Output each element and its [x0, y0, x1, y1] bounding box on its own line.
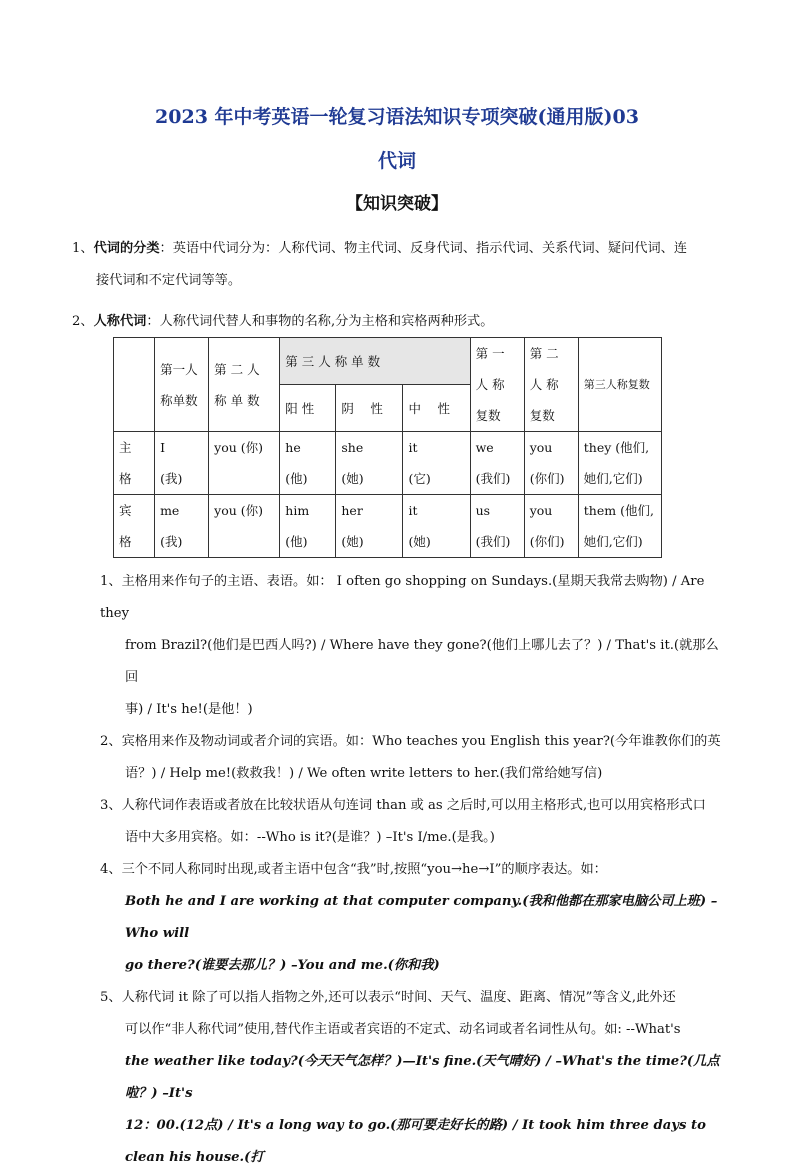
list-item: 3、人称代词作表语或者放在比较状语从句连词 than 或 as 之后时,可以用主格形式,也可以用宾格形式口 语中大多用宾格。如：--Who is it?(是谁？) –It's I/me.(是我。) [100, 798, 706, 845]
paragraph-classification [72, 233, 724, 297]
paragraph-number: 2、 [72, 314, 94, 329]
table-header-neuter: 中 性 [403, 385, 470, 432]
table-header-masculine: 阳 性 [280, 385, 336, 432]
pronoun-table [113, 337, 662, 558]
usage-list [100, 566, 724, 1174]
document-title-line2: 代词 [377, 150, 416, 172]
paragraph-text: ：人称代词代替人和事物的名称,分为主格和宾格两种形式。 [146, 314, 494, 329]
list-item: 4、三个不同人称同时出现,或者主语中包含“我”时,按照“you→he→I”的顺序表达。如： Both he and I are working at that computer company.(我和他都在那家电脑公司上班) –Who will go there?(谁要去那儿？) –You and me.(你和我) [100, 862, 718, 973]
table-header-first-singular: 第一人 称单数 [155, 338, 209, 432]
list-item: 1、主格用来作句子的主语、表语。如： I often go shopping on Sundays.(星期天我常去购物) / Are they from Brazil?(他们是巴西人吗?) / Where have they gone?(他们上哪儿去了？) / That's it.(就那么回 事) / It's he!(是他！) [100, 574, 719, 717]
list-item: 2、宾格用来作及物动词或者介词的宾语。如：Who teaches you English this year?(今年谁教你们的英 语？) / Help me!(救救我！) / We often write letters to her.(我们常给她写信) [100, 734, 721, 781]
paragraph-label: 代词的分类 [93, 241, 160, 256]
table-header-second-singular: 第 二 人 称 单 数 [209, 338, 280, 432]
section-title: 【知识突破】 [346, 194, 448, 214]
table-row-objective: 宾 格 me (我) you (你) him (他) her (她) it (她) us (我们) you (你们) them (他们, 她们,它们) [114, 495, 662, 558]
table-header-third-plural: 第三人称复数 [578, 338, 661, 432]
document-title-line1: 2023 年中考英语一轮复习语法知识专项突破(通用版)03 [155, 106, 639, 128]
paragraph-label: 人称代词 [93, 314, 147, 329]
paragraph-text: ：英语中代词分为：人称代词、物主代词、反身代词、指示代词、关系代词、疑问代词、连 [159, 241, 688, 256]
table-header-feminine: 阴 性 [336, 385, 403, 432]
paragraph-text-continued: 接代词和不定代词等等。 [96, 273, 242, 288]
table-corner-cell [114, 338, 155, 432]
paragraph-personal-pronouns [72, 306, 724, 338]
list-item: 5、人称代词 it 除了可以指人指物之外,还可以表示“时间、天气、温度、距离、情况”等含义,此外还 可以作“非人称代词”使用,替代作主语或者宾语的不定式、动名词或者名词性从句。如: --What's the weather like today?(今天天气怎样？)—It's fine.(天气晴好) / –What's the time?(几点啦？) –It's 12：00.(12点) / It's a long way to go.(那可要走好长的路) / It took him three days to clean his house.(打 [100, 990, 720, 1165]
table-header-third-singular: 第 三 人 称 单 数 [280, 338, 470, 385]
table-header-first-plural: 第 一 人 称 复数 [470, 338, 524, 432]
table-header-second-plural: 第 二 人 称 复数 [524, 338, 578, 432]
table-row-nominative: 主 格 I (我) you (你) he (他) she (她) it (它) we (我们) you (你们) they (他们, 她们,它们) [114, 432, 662, 495]
paragraph-number: 1、 [72, 241, 94, 256]
